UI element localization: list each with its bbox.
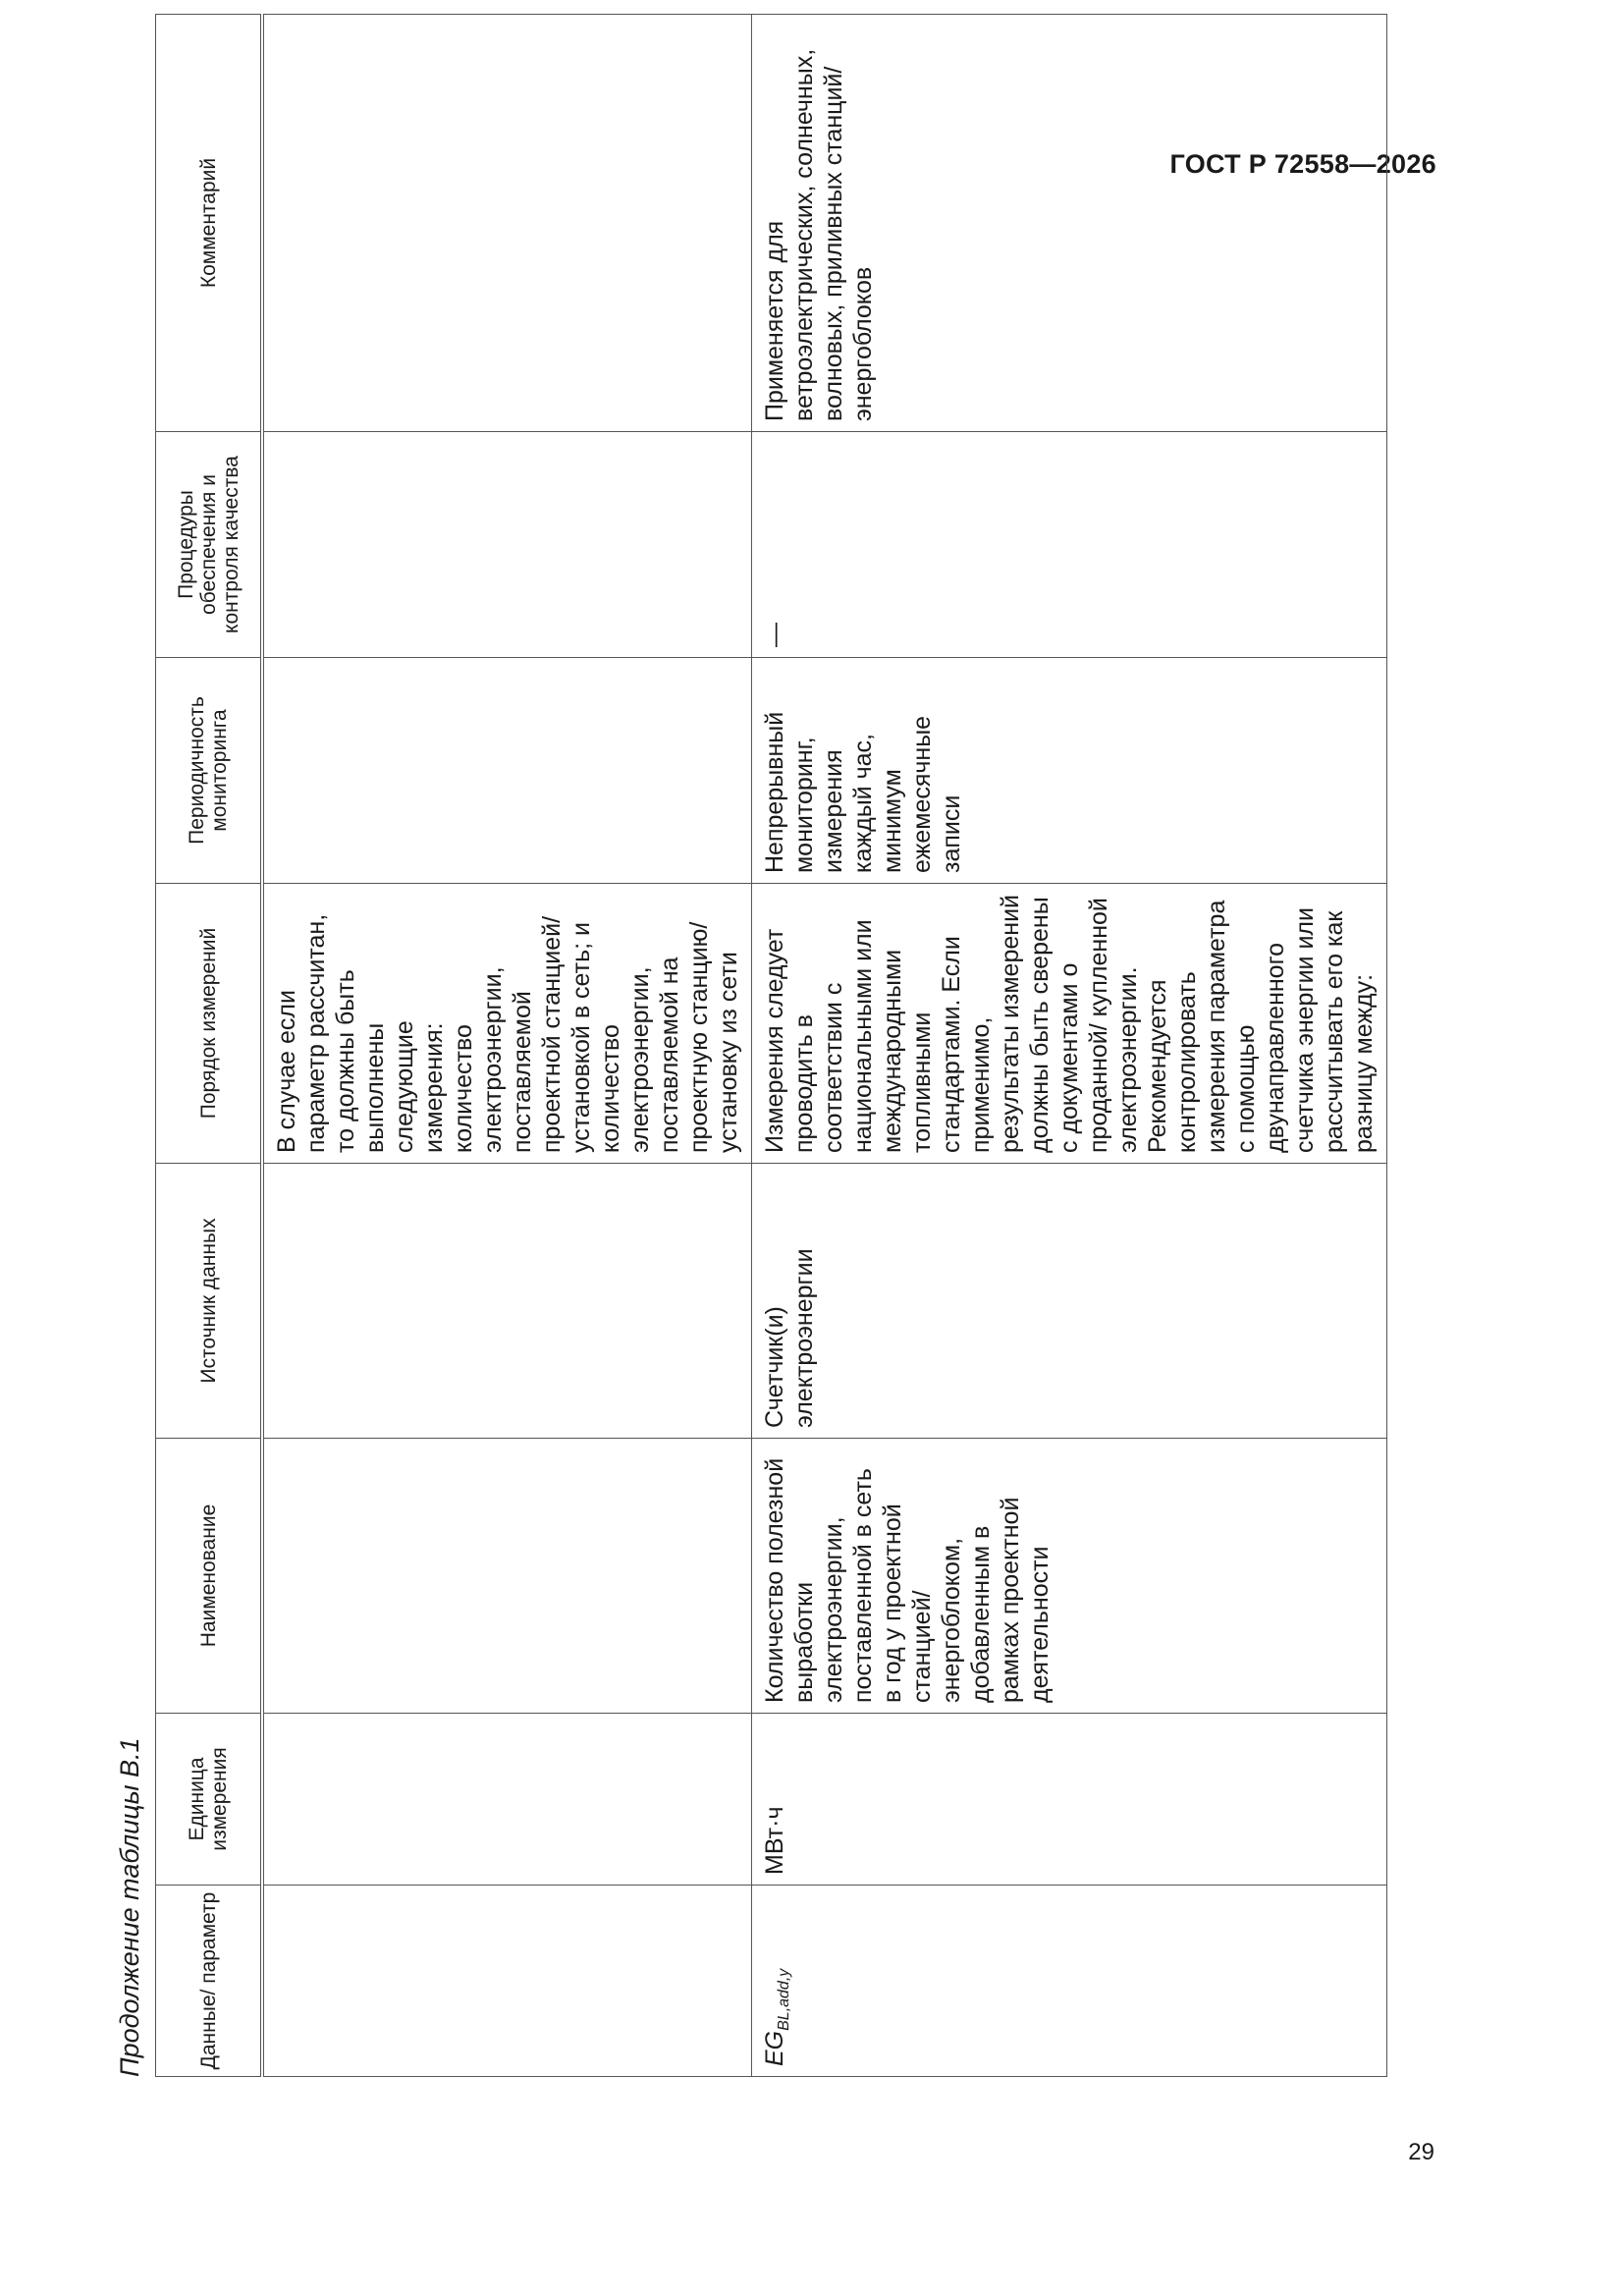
col-header-comment: Комментарий	[156, 15, 263, 432]
table-row	[262, 15, 752, 2077]
cell-unit	[262, 1714, 752, 1886]
page-number: 29	[1408, 2139, 1434, 2165]
cell-source	[262, 1164, 752, 1439]
cell-frequency: Непрерывный мониторинг, измерения каждый час, минимум ежемесячные записи	[752, 658, 1387, 884]
cell-name: Количество полезной выработки электроэнергии, поставленной в сеть в год у проектной станцией/энергоблоком, добавленным в рамках проектной деятельности	[752, 1439, 1387, 1714]
col-header-frequency: Периодичность мониторинга	[156, 658, 263, 884]
cell-procedure: Измерения следует проводить в соответствии с национальными или международными топливными стандартами. Если применимо, результаты измерений должны быть сверены с документами о проданной/ купленной электроэнергии. Рекомендуется контролировать измерения параметра с помощью двунаправленного счетчика энергии или рассчитывать его как разницу между:	[752, 884, 1387, 1164]
cell-qa-qc	[262, 432, 752, 658]
table-row	[752, 15, 1387, 2077]
cell-unit: МВт·ч	[752, 1714, 1387, 1886]
cell-parameter	[262, 1886, 752, 2077]
monitoring-table	[155, 14, 1387, 2077]
table-caption: Продолжение таблицы В.1	[115, 1737, 144, 2077]
col-header-unit: Единица измерения	[156, 1714, 263, 1886]
col-header-source: Источник данных	[156, 1164, 263, 1439]
cell-frequency	[262, 658, 752, 884]
col-header-qa-qc: Процедуры обеспечения и контроля качества	[156, 432, 263, 658]
cell-comment: Применяется для ветроэлектрических, солнечных, волновых, приливных станций/ энергоблоков	[752, 15, 1387, 432]
parameter-subscript: BL,add,y	[776, 1968, 792, 2031]
cell-procedure: В случае если параметр рассчитан, то должны быть выполнены следующие измерения: количество электроэнергии, поставляемой проектной станцией/ установкой в сеть; и количество электроэнергии, поставляемой на проектную станцию/ установку из сети	[262, 884, 752, 1164]
col-header-name: Наименование	[156, 1439, 263, 1714]
col-header-procedure: Порядок измерений	[156, 884, 263, 1164]
table-header-row	[156, 15, 263, 2077]
parameter-symbol: EG	[761, 2030, 788, 2066]
cell-parameter	[752, 1886, 1387, 2077]
cell-source: Счетчик(и) электроэнергии	[752, 1164, 1387, 1439]
col-header-parameter: Данные/ параметр	[156, 1886, 263, 2077]
cell-qa-qc: —	[752, 432, 1387, 658]
cell-name	[262, 1439, 752, 1714]
cell-comment	[262, 15, 752, 432]
standard-header: ГОСТ Р 72558—2026	[1169, 149, 1436, 179]
